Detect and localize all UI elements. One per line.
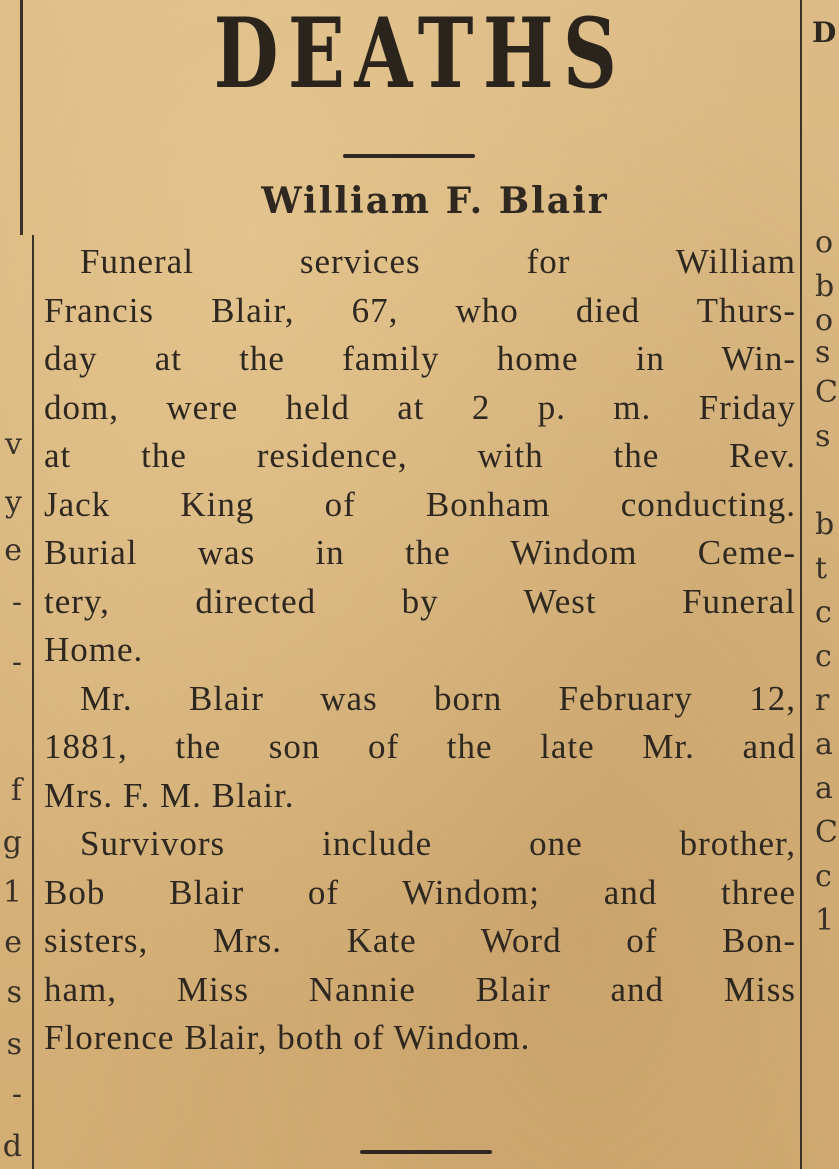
body-line: Survivors include one brother, — [80, 824, 796, 863]
column-rule-left-lower — [32, 235, 34, 1169]
adjacent-column-masthead-fragment: D — [812, 16, 837, 49]
left-fragment: s — [6, 975, 22, 1010]
body-line: Mrs. F. M. Blair. — [44, 775, 295, 815]
left-fragment: - — [11, 645, 22, 680]
article-end-divider — [360, 1150, 492, 1154]
right-fragment: b — [815, 269, 835, 304]
right-fragment: a — [815, 771, 833, 806]
body-line: Burial was in the Windom Ceme- — [44, 533, 796, 572]
left-fragment: g — [2, 825, 22, 860]
left-fragment: y — [5, 485, 22, 520]
right-fragment: o — [815, 225, 834, 260]
right-fragment: C — [815, 815, 838, 850]
left-fragment: f — [10, 773, 22, 808]
left-fragment: d — [2, 1129, 22, 1164]
body-line: ham, Miss Nannie Blair and Miss — [44, 969, 796, 1009]
obituary-heading: William F. Blair — [261, 180, 609, 222]
right-fragment: r — [815, 683, 830, 718]
column-rule-left — [20, 0, 23, 235]
body-line: Funeral services for William — [80, 242, 796, 281]
right-column-fragments — [815, 225, 839, 938]
left-fragment — [0, 698, 22, 728]
left-fragment: - — [11, 1077, 22, 1112]
right-fragment — [815, 466, 839, 496]
right-fragment: a — [815, 727, 833, 762]
right-fragment: t — [815, 551, 828, 586]
body-line: day at the family home in Win- — [44, 339, 796, 378]
right-fragment: 1 — [815, 903, 835, 938]
body-line: Bob Blair of Windom; and three — [44, 872, 796, 912]
left-fragment: e — [4, 533, 22, 568]
right-fragment: C — [815, 375, 838, 410]
right-fragment: c — [815, 639, 832, 674]
body-line: dom, were held at 2 p. m. Friday — [44, 387, 796, 427]
right-fragment: s — [815, 335, 831, 370]
body-line: Florence Blair, both of Windom. — [44, 1018, 531, 1057]
right-fragment: c — [815, 595, 832, 630]
left-fragment: e — [4, 925, 22, 960]
body-line: Jack King of Bonham conducting. — [44, 484, 796, 524]
section-masthead: DEATHS — [213, 0, 627, 110]
body-line: Mr. Blair was born February 12, — [80, 678, 796, 718]
body-line: sisters, Mrs. Kate Word of Bon- — [44, 921, 796, 960]
column-rule-right — [800, 0, 802, 1169]
body-line: 1881, the son of the late Mr. and — [44, 727, 796, 766]
right-fragment: s — [815, 419, 831, 454]
left-fragment: v — [5, 427, 22, 462]
right-fragment: b — [815, 507, 835, 542]
left-fragment: - — [11, 585, 22, 620]
left-column-fragments — [0, 427, 22, 1164]
obituary-body — [44, 238, 796, 1063]
right-fragment: c — [815, 859, 832, 894]
body-line: tery, directed by West Funeral — [44, 581, 796, 621]
body-line: Home. — [44, 630, 144, 669]
right-fragment: o — [815, 303, 834, 338]
heading-divider — [343, 154, 475, 158]
left-fragment: 1 — [2, 875, 22, 910]
body-line: Francis Blair, 67, who died Thurs- — [44, 290, 796, 330]
body-line: at the residence, with the Rev. — [44, 436, 796, 475]
left-fragment: s — [6, 1027, 22, 1062]
